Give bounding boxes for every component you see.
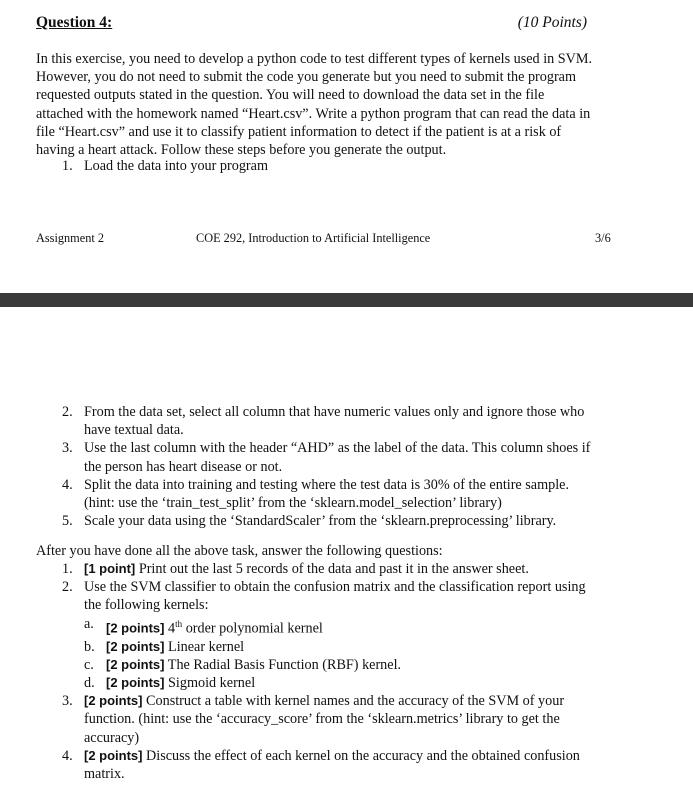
step-line: have textual data. [84, 422, 184, 439]
step-number: 1. [62, 158, 73, 174]
question-text: Construct a table with kernel names and the accuracy of the SVM of your [142, 693, 565, 710]
sub-item-a [62, 615, 586, 638]
footer-page-number: 3/6 [595, 231, 611, 245]
step-line: Scale your data using the ‘StandardScaler’ from the ‘sklearn.preprocessing’ library. [84, 513, 557, 530]
points-badge: [1 point] [84, 561, 136, 576]
intro-line: In this exercise, you need to develop a python code to test different types of kernels used in SVM. [36, 51, 593, 67]
points-badge: [2 points] [106, 674, 165, 690]
list-item [62, 403, 590, 439]
step-1 [62, 157, 268, 175]
intro-line: requested outputs stated in the question. You will need to download the data set in the file [36, 87, 545, 104]
questions-intro: After you have done all the above task, answer the following questions: [36, 543, 443, 559]
sub-letter: b. [84, 638, 95, 655]
step-number: 4. [62, 476, 73, 493]
question-item-4 [62, 747, 586, 783]
list-item [62, 439, 590, 475]
sub-text: order polynomial kernel [182, 620, 323, 637]
question-item-3 [62, 692, 586, 747]
footer-course: COE 292, Introduction to Artificial Intelligence [196, 231, 431, 245]
question-number: 3. [62, 693, 73, 710]
list-item [62, 476, 590, 512]
questions-list [62, 560, 586, 783]
step-number: 3. [62, 440, 73, 457]
sub-letter: d. [84, 674, 95, 691]
question-text: Discuss the effect of each kernel on the accuracy and the obtained confusion [142, 747, 580, 764]
question-heading: Question 4: [36, 14, 113, 31]
question-text: Print out the last 5 records of the data and past it in the answer sheet. [135, 561, 529, 577]
sub-text: The Radial Basis Function (RBF) kernel. [164, 656, 402, 673]
ordinal-suffix: th [175, 618, 183, 629]
question-text: the following kernels: [84, 597, 209, 614]
sub-text: 4 [164, 620, 176, 637]
points-badge: [2 points] [106, 656, 165, 672]
step-line: (hint: use the ‘train_test_split’ from the ‘sklearn.model_selection’ library) [84, 495, 502, 512]
step-line: Use the last column with the header “AHD” as the label of the data. This column shoes if [84, 440, 591, 457]
step-line: Split the data into training and testing where the test data is 30% of the entire sample. [84, 476, 570, 493]
intro-paragraph [36, 50, 626, 159]
question-points: (10 Points) [517, 14, 587, 31]
points-badge: [2 points] [84, 747, 143, 763]
question-text: Use the SVM classifier to obtain the confusion matrix and the classification report using [84, 579, 586, 596]
intro-line: However, you do not need to submit the code you generate but you need to submit the program [36, 69, 577, 86]
intro-line: having a heart attack. Follow these steps before you generate the output. [36, 142, 447, 159]
step-text: Load the data into your program [84, 158, 268, 174]
sub-item-d [62, 674, 586, 692]
question-number: 1. [62, 561, 73, 577]
question-item-1 [62, 560, 586, 578]
sub-text: Sigmoid kernel [164, 674, 256, 691]
sub-text: Linear kernel [164, 638, 245, 655]
list-item [62, 512, 590, 530]
sub-item-c [62, 656, 586, 674]
question-text: function. (hint: use the ‘accuracy_score’ from the ‘sklearn.metrics’ library to get the [84, 711, 560, 728]
intro-line: file “Heart.csv” and use it to classify patient information to detect if the patient is at a risk of [36, 123, 562, 140]
step-line: the person has heart disease or not. [84, 458, 283, 475]
step-line: From the data set, select all column that have numeric values only and ignore those who [84, 404, 585, 420]
footer-assignment: Assignment 2 [36, 231, 104, 245]
points-badge: [2 points] [106, 638, 165, 654]
step-number: 2. [62, 404, 73, 420]
points-badge: [2 points] [106, 620, 165, 636]
question-number: 4. [62, 747, 73, 764]
question-item-2 [62, 578, 586, 614]
sub-letter: c. [84, 656, 94, 673]
question-text: matrix. [84, 765, 125, 782]
question-number: 2. [62, 579, 73, 596]
intro-line: attached with the homework named “Heart.csv”. Write a python program that can read the data in [36, 105, 591, 122]
points-badge: [2 points] [84, 693, 143, 709]
step-number: 5. [62, 513, 73, 530]
steps-list [62, 403, 590, 530]
sub-letter: a. [84, 615, 94, 632]
sub-item-b [62, 638, 586, 656]
question-text: accuracy) [84, 729, 140, 746]
page-break-divider [0, 293, 693, 307]
